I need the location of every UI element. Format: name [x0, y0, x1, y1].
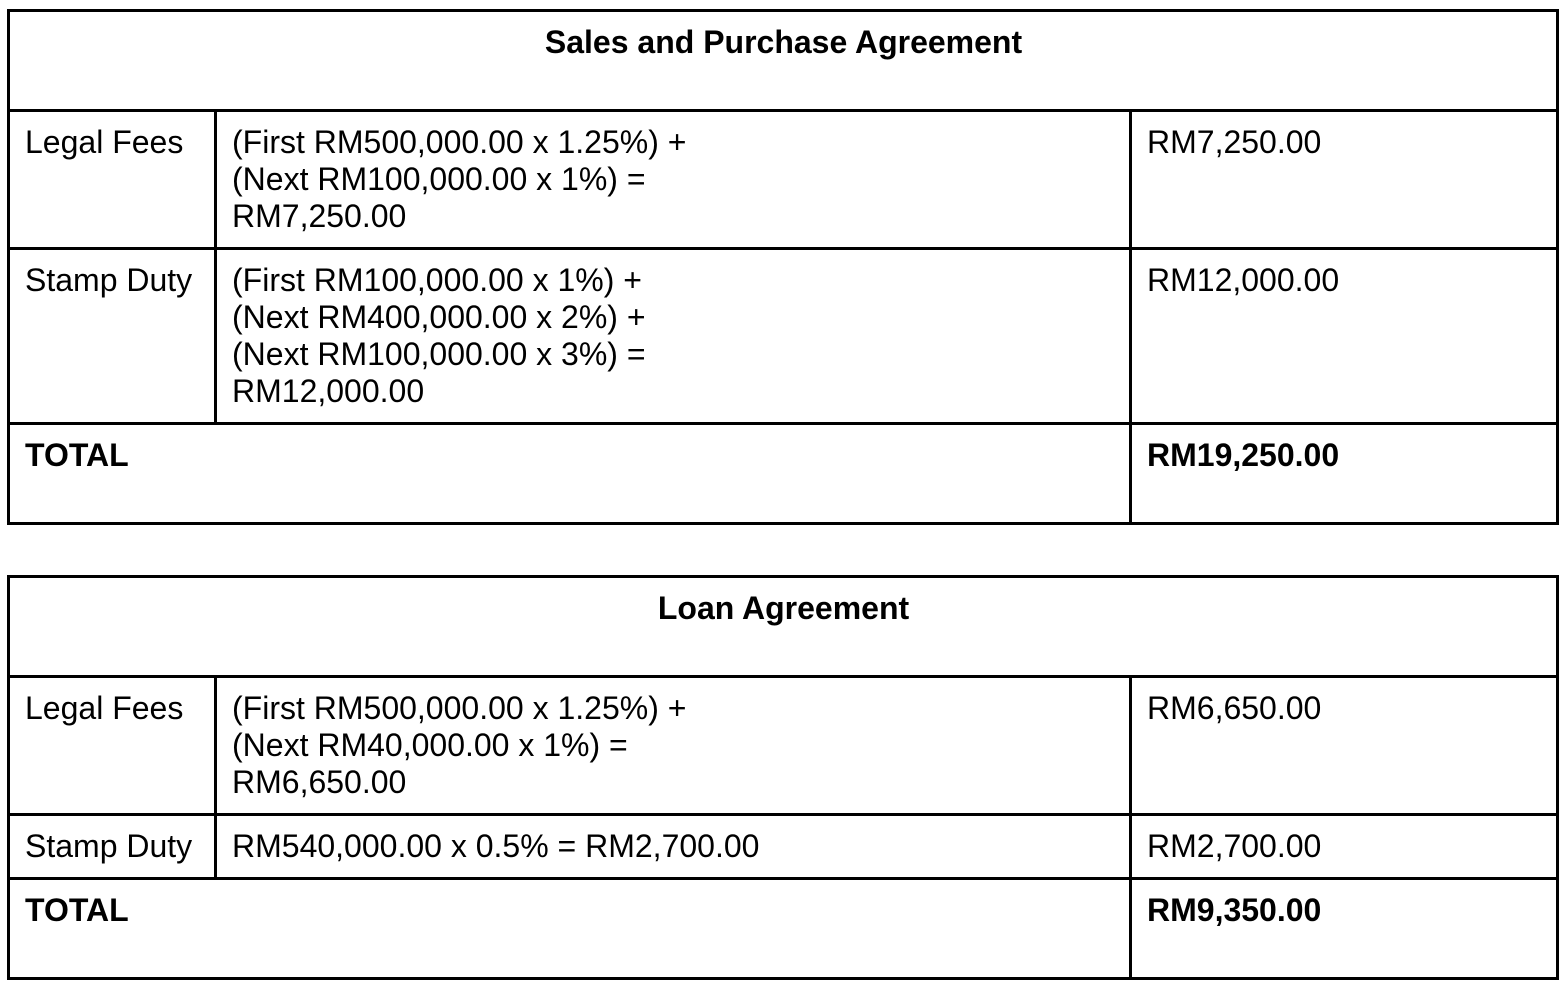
table-title: Sales and Purchase Agreement	[9, 11, 1558, 111]
loan-agreement-table	[7, 575, 1559, 980]
row-label-legal-fees: Legal Fees	[9, 111, 216, 249]
sales-purchase-agreement-table	[7, 9, 1559, 525]
calculation-line: (First RM500,000.00 x 1.25%) +	[232, 124, 687, 160]
row-calculation	[216, 249, 1131, 424]
table-row	[9, 249, 1558, 424]
calculation-line: (Next RM100,000.00 x 3%) =	[232, 336, 646, 372]
total-label: TOTAL	[9, 879, 1131, 979]
row-amount: RM12,000.00	[1131, 249, 1558, 424]
total-row	[9, 879, 1558, 979]
row-amount: RM6,650.00	[1131, 677, 1558, 815]
total-amount: RM9,350.00	[1131, 879, 1558, 979]
calculation-line: (Next RM40,000.00 x 1%) =	[232, 727, 628, 763]
row-label-legal-fees: Legal Fees	[9, 677, 216, 815]
table-title: Loan Agreement	[9, 577, 1558, 677]
row-amount: RM7,250.00	[1131, 111, 1558, 249]
row-amount: RM2,700.00	[1131, 815, 1558, 879]
table-title-row	[9, 11, 1558, 111]
total-amount: RM19,250.00	[1131, 424, 1558, 524]
table-row	[9, 677, 1558, 815]
total-label: TOTAL	[9, 424, 1131, 524]
calculation-line: RM7,250.00	[232, 198, 407, 234]
calculation-line: (First RM500,000.00 x 1.25%) +	[232, 690, 687, 726]
calculation-line: (Next RM100,000.00 x 1%) =	[232, 161, 646, 197]
row-label-stamp-duty: Stamp Duty	[9, 815, 216, 879]
row-calculation	[216, 111, 1131, 249]
table-row	[9, 111, 1558, 249]
row-label-stamp-duty: Stamp Duty	[9, 249, 216, 424]
table-title-row	[9, 577, 1558, 677]
row-calculation	[216, 815, 1131, 879]
table-row	[9, 815, 1558, 879]
calculation-line: RM12,000.00	[232, 373, 425, 409]
calculation-line: RM540,000.00 x 0.5% = RM2,700.00	[232, 828, 760, 864]
calculation-line: RM6,650.00	[232, 764, 407, 800]
calculation-line: (Next RM400,000.00 x 2%) +	[232, 299, 646, 335]
calculation-line: (First RM100,000.00 x 1%) +	[232, 262, 642, 298]
total-row	[9, 424, 1558, 524]
row-calculation	[216, 677, 1131, 815]
